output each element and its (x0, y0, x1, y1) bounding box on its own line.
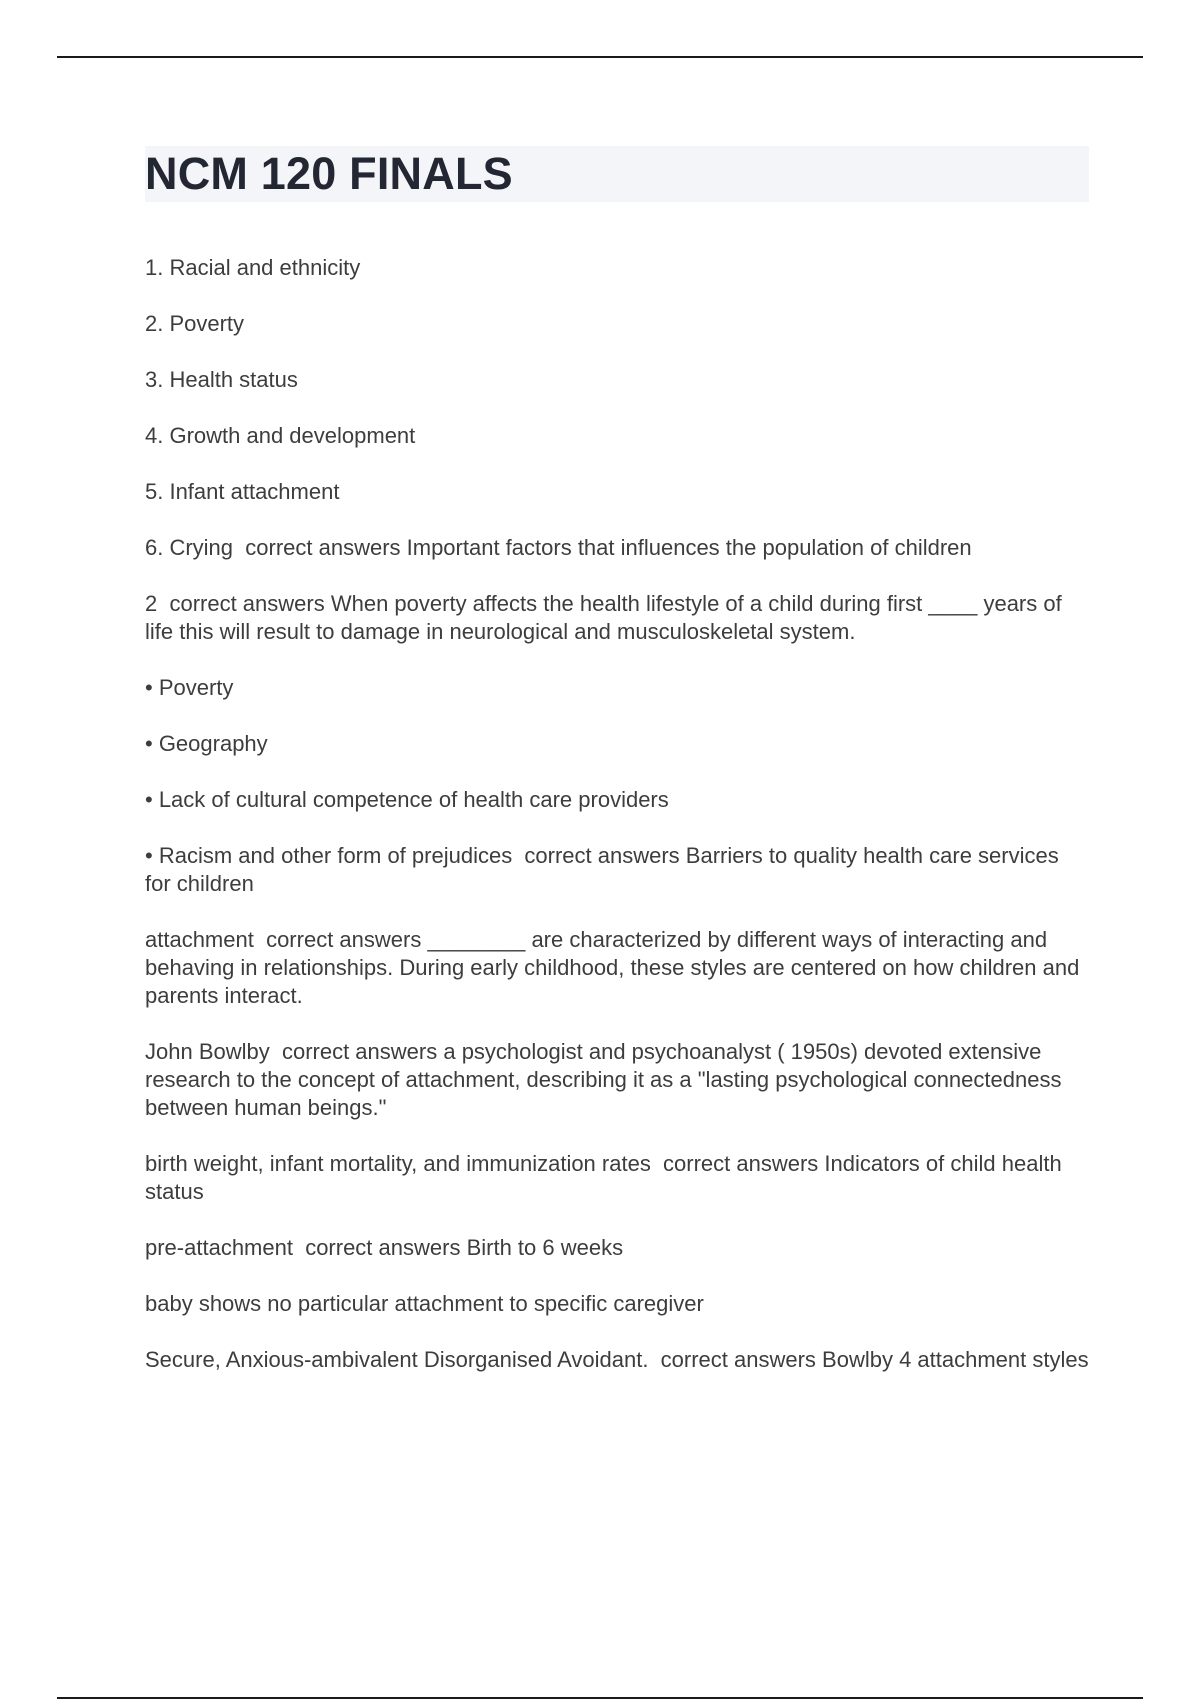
bullet-item: • Lack of cultural competence of health care providers (145, 787, 669, 812)
list-item: 5. Infant attachment (145, 479, 340, 504)
list-item: 3. Health status (145, 367, 298, 392)
list-item: 4. Growth and development (145, 423, 416, 448)
bottom-rule (57, 1697, 1143, 1699)
question-answer: pre-attachment correct answers Birth to 6 weeks (145, 1235, 624, 1260)
plain-paragraph: baby shows no particular attachment to specific caregiver (145, 1291, 704, 1316)
list-item: 2. Poverty (145, 311, 245, 336)
question-answer: birth weight, infant mortality, and immunization rates correct answers Indicators of child health status (145, 1151, 1068, 1204)
bullet-item: • Poverty (145, 675, 234, 700)
question-answer: 6. Crying correct answers Important factors that influences the population of children (145, 535, 972, 560)
question-answer: attachment correct answers ________ are characterized by different ways of interacting and behaving in relationships. During early childhood, these styles are centered on how children and parents interact. (145, 927, 1086, 1008)
list-item: 1. Racial and ethnicity (145, 255, 361, 280)
question-answer: • Racism and other form of prejudices correct answers Barriers to quality health care services for children (145, 843, 1065, 896)
question-answer: 2 correct answers When poverty affects the health lifestyle of a child during first ____ years of life this will result to damage in neurological and musculoskeletal system. (145, 591, 1068, 644)
bullet-item: • Geography (145, 731, 268, 756)
question-answer: John Bowlby correct answers a psychologist and psychoanalyst ( 1950s) devoted extensive research to the concept of attachment, describing it as a "lasting psychological connectedness between human beings." (145, 1039, 1068, 1120)
document-body (145, 254, 1090, 1402)
question-answer: Secure, Anxious-ambivalent Disorganised Avoidant. correct answers Bowlby 4 attachment styles (145, 1347, 1089, 1372)
document-title: NCM 120 FINALS (145, 148, 513, 199)
top-rule (57, 56, 1143, 58)
